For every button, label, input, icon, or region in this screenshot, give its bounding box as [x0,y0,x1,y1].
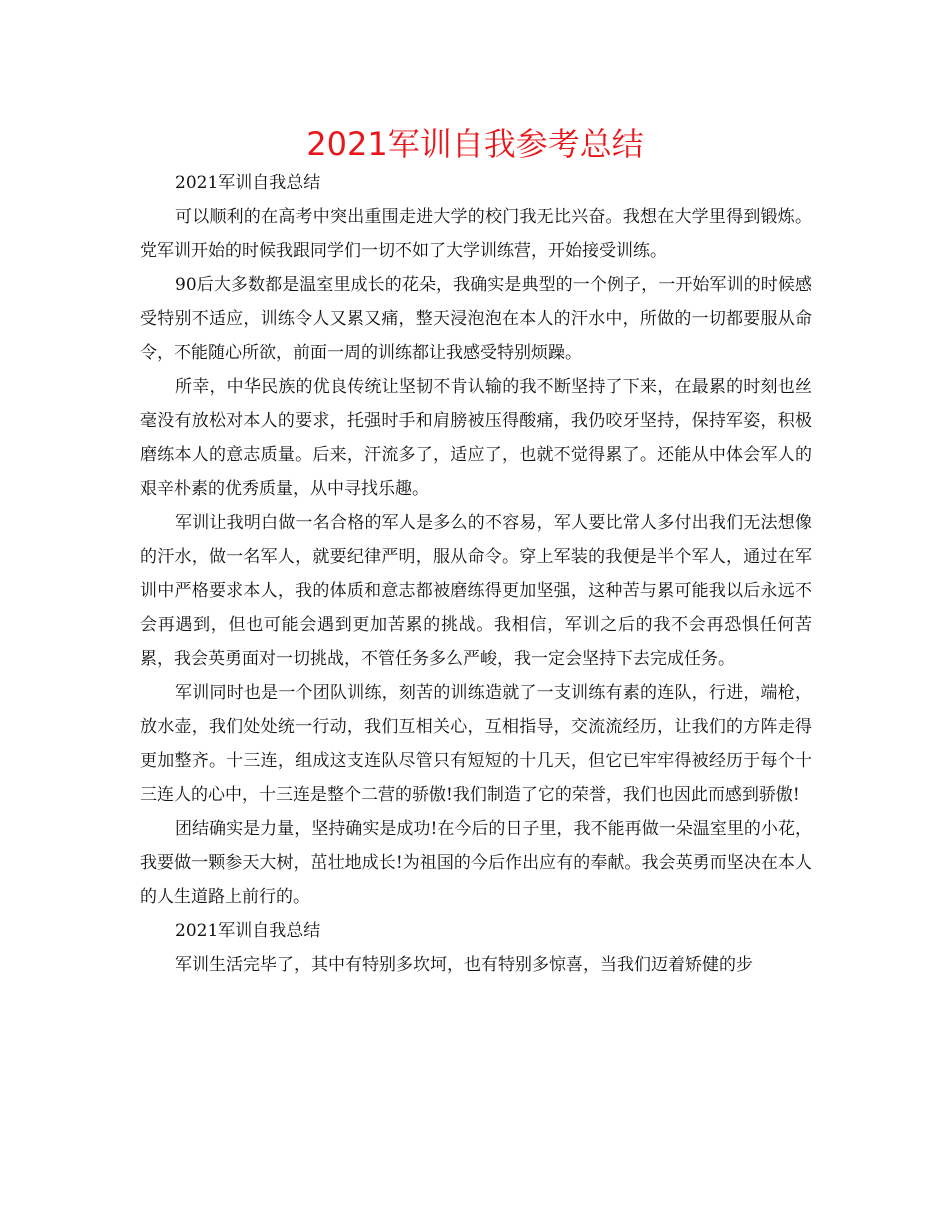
paragraph: 军训同时也是一个团队训练，刻苦的训练造就了一支训练有素的连队，行进，端枪，放水壶，我们处处统一行动，我们互相关心，互相指导，交流流经历，让我们的方阵走得更加整齐。十三连，组成这支连队尽管只有短短的十几天，但它已牢牢得被经历于每个十三连人的心中，十三连是整个二营的骄傲!我们制造了它的荣誉，我们也因此而感到骄傲! [140,683,812,805]
paragraph-subheading-2: 2021军训自我总结 [175,921,321,941]
paragraph: 军训生活完毕了，其中有特别多坎坷，也有特别多惊喜，当我们迈着矫健的步 [175,955,753,975]
paragraph: 所幸，中华民族的优良传统让坚韧不肯认输的我不断坚持了下来，在最累的时刻也丝毫没有放松对本人的要求，托强时手和肩膀被压得酸痛，我仍咬牙坚持，保持军姿，积极磨练本人的意志质量。后来，汗流多了，适应了，也就不觉得累了。还能从中体会军人的艰辛朴素的优秀质量，从中寻找乐趣。 [140,377,812,499]
document-title: 2021军训自我参考总结 [306,125,644,163]
paragraph: 团结确实是力量，坚持确实是成功!在今后的日子里，我不能再做一朵温室里的小花，我要做一颗参天大树，茁壮地成长!为祖国的今后作出应有的奉献。我会英勇而坚决在本人的人生道路上前行的。 [140,819,812,907]
paragraph: 90后大多数都是温室里成长的花朵，我确实是典型的一个例子，一开始军训的时候感受特别不适应，训练令人又累又痛，整天浸泡泡在本人的汗水中，所做的一切都要服从命令，不能随心所欲，前面一周的训练都让我感受特别烦躁。 [140,275,812,363]
paragraph: 可以顺利的在高考中突出重围走进大学的校门我无比兴奋。我想在大学里得到锻炼。党军训开始的时候我跟同学们一切不如了大学训练营，开始接受训练。 [140,207,812,261]
document-body [140,166,812,982]
paragraph-subheading-1: 2021军训自我总结 [175,173,321,193]
paragraph: 军训让我明白做一名合格的军人是多么的不容易，军人要比常人多付出我们无法想像的汗水，做一名军人，就要纪律严明，服从命令。穿上军装的我便是半个军人，通过在军训中严格要求本人，我的体质和意志都被磨练得更加坚强，这种苦与累可能我以后永远不会再遇到，但也可能会遇到更加苦累的挑战。我相信，军训之后的我不会再恐惧任何苦累，我会英勇面对一切挑战，不管任务多么严峻，我一定会坚持下去完成任务。 [140,513,812,669]
